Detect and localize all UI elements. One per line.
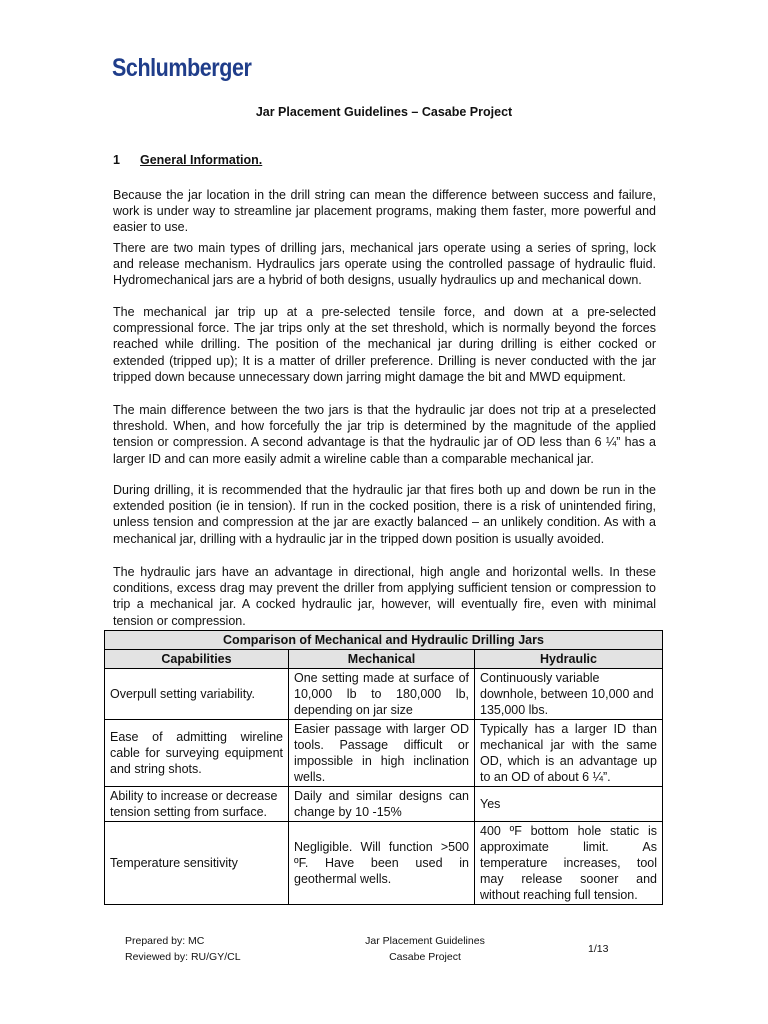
column-header: Hydraulic [475,650,663,669]
table-header-row [105,650,663,669]
footer-doc-project: Casabe Project [389,951,461,963]
section-title: General Information. [140,153,263,167]
footer-authors [125,933,241,965]
footer-document [330,933,520,965]
table-caption: Comparison of Mechanical and Hydraulic Drilling Jars [105,631,663,650]
column-header: Mechanical [289,650,475,669]
table-row [105,822,663,905]
table-cell: Easier passage with larger OD tools. Passage difficult or impossible in high inclination wells. [289,720,475,787]
table-cell: 400 ºF bottom hole static is approximate limit. As temperature increases, tool may release sooner and without reaching full tension. [475,822,663,905]
company-logo: Schlumberger [112,54,252,82]
section-heading [113,153,262,167]
table-cell: Negligible. Will function >500 ºF. Have been used in geothermal wells. [289,822,475,905]
column-header: Capabilities [105,650,289,669]
page-number: 1/13 [588,943,609,955]
table-cell: Temperature sensitivity [105,822,289,905]
table-cell: Yes [475,787,663,822]
paragraph: Because the jar location in the drill string can mean the difference between success and failure, work is under way to streamline jar placement programs, making them faster, more powerful and easier to use. [113,188,656,235]
paragraph: There are two main types of drilling jars, mechanical jars operate using a series of spring, lock and release mechanism. Hydraulics jars operate using the controlled passage of hydraulic fluid. Hydromechanical jars are a hybrid of both designs, usually hydraulics up and mechanical down. [113,241,656,288]
paragraph: The mechanical jar trip up at a pre-selected tensile force, and down at a pre-selected compressional force. The jar trips only at the set threshold, which is normally beyond the forces reached while drilling. The position of the mechanical jar during drilling is either cocked or extended (tripped up); It is a matter of driller preference. Drilling is never conducted with the jar tripped down because unnecessary down jarring might damage the bit and MWD equipment. [113,305,656,384]
table-row [105,720,663,787]
reviewed-by: Reviewed by: RU/GY/CL [125,951,241,963]
table-cell: Typically has a larger ID than mechanical jar with the same OD, which is an advantage up to an OD of about 6 ¼”. [475,720,663,787]
comparison-table [104,630,663,905]
table-cell: Continuously variable downhole, between 10,000 and 135,000 lbs. [475,669,663,720]
table-cell: Ability to increase or decrease tension setting from surface. [105,787,289,822]
table-cell: One setting made at surface of 10,000 lb to 180,000 lb, depending on jar size [289,669,475,720]
footer-doc-title: Jar Placement Guidelines [365,935,485,947]
prepared-by: Prepared by: MC [125,935,205,947]
section-number: 1 [113,153,120,167]
paragraph: The main difference between the two jars is that the hydraulic jar does not trip at a preselected threshold. When, and how forcefully the jar trip is determined by the magnitude of the applied tension or compression. A second advantage is that the hydraulic jar of OD less than 6 ¼” has a larger ID and can more easily admit a wireline cable than a comparable mechanical jar. [113,403,656,466]
table-cell: Daily and similar designs can change by 10 -15% [289,787,475,822]
table-row [105,669,663,720]
table-cell: Ease of admitting wireline cable for surveying equipment and string shots. [105,720,289,787]
table-row [105,787,663,822]
paragraph: The hydraulic jars have an advantage in directional, high angle and horizontal wells. In these conditions, excess drag may prevent the driller from applying sufficient tension or compression to trip a mechanical jar. A cocked hydraulic jar, however, will eventually fire, even with minimal tension or compression. [113,565,656,628]
document-title: Jar Placement Guidelines – Casabe Project [255,105,513,119]
paragraph: During drilling, it is recommended that the hydraulic jar that fires both up and down be run in the extended position (ie in tension). If run in the cocked position, there is a risk of unintended firing, unless tension and compression at the jar are exactly balanced – an unlikely condition. As with a mechanical jar, drilling with a hydraulic jar in the tripped down position is usually avoided. [113,483,656,546]
table-caption-row [105,631,663,650]
table-cell: Overpull setting variability. [105,669,289,720]
